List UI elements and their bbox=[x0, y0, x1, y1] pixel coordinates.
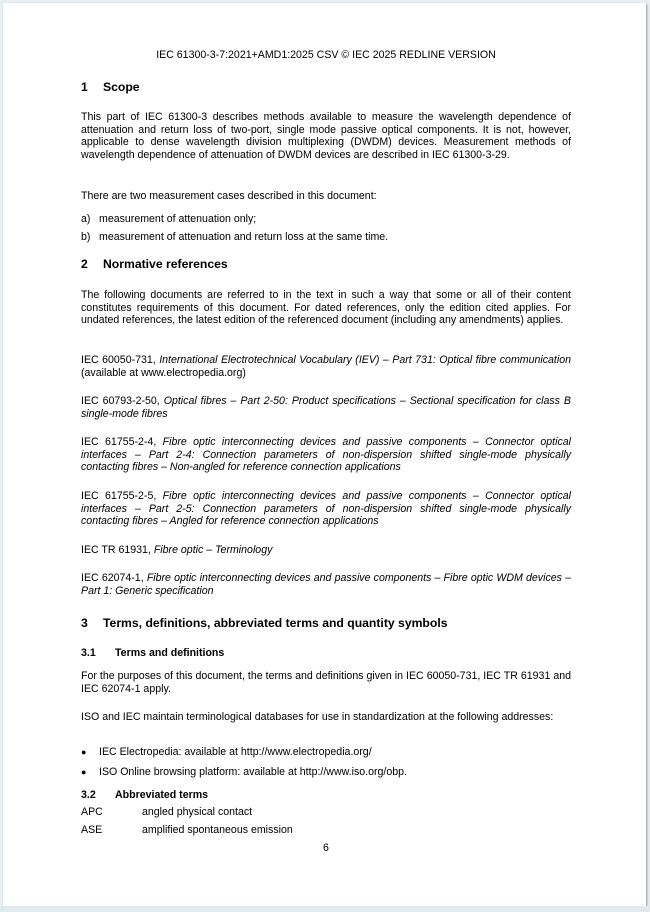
section-title: Scope bbox=[103, 80, 140, 94]
reference-title: Optical fibres – Part 2-50: Product specifications – Sectional specification for class B single-mode fibres bbox=[81, 395, 571, 420]
subsection-title: Terms and definitions bbox=[115, 647, 225, 659]
reference-title: Fibre optic interconnecting devices and passive components – Connector optical interfaces – Part 2-5: Connection parameters of non-dispersion shifted single-mode physically contacting fibres – Angled for reference connection applications bbox=[81, 490, 571, 528]
bullet-icon: ● bbox=[81, 767, 87, 777]
reference-entry bbox=[81, 544, 571, 557]
subheading-terms-and-definitions bbox=[81, 647, 571, 660]
section-title: Terms, definitions, abbreviated terms and quantity symbols bbox=[103, 616, 448, 630]
reference-tail: (available at www.electropedia.org) bbox=[81, 366, 246, 379]
bullet-text: ISO Online browsing platform: available at http://www.iso.org/obp. bbox=[99, 766, 407, 778]
bullet-text: IEC Electropedia: available at http://www.electropedia.org/ bbox=[99, 746, 372, 758]
list-marker: b) bbox=[81, 231, 91, 243]
abbreviation-code: ASE bbox=[81, 824, 103, 836]
subsection-number: 3.1 bbox=[81, 647, 96, 659]
reference-entry bbox=[81, 354, 571, 379]
subheading-abbreviated-terms bbox=[81, 789, 571, 802]
terms-paragraph-2: ISO and IEC maintain terminological databases for use in standardization at the following addresses: bbox=[81, 711, 554, 723]
list-marker: a) bbox=[81, 213, 91, 225]
scope-paragraph-2: There are two measurement cases described in this document: bbox=[81, 190, 377, 202]
abbreviation-row bbox=[81, 824, 571, 837]
bullet-item bbox=[81, 766, 571, 779]
reference-entry bbox=[81, 395, 571, 420]
viewer-bottom-bar bbox=[0, 906, 650, 912]
normative-intro: The following documents are referred to in the text in such a way that some or all of their content constitutes requirements of this document. For dated references, only the edition cited applies. For undated references, the latest edition of the referenced document (including any amendments) applies. bbox=[81, 289, 571, 327]
scope-paragraph-1: This part of IEC 61300-3 describes methods available to measure the wavelength dependence of attenuation and return loss of two-port, single mode passive optical components. It is not, however, applicable to dense wavelength division multiplexing (DWDM) devices. Measurement methods of wavelength dependence of attenuation of DWDM devices are described in IEC 61300-3-29. bbox=[81, 111, 571, 161]
reference-id: IEC 60793-2-50, bbox=[81, 395, 164, 407]
terms-paragraph-1: For the purposes of this document, the terms and definitions given in IEC 60050-731, IEC TR 61931 and IEC 62074-1 apply. bbox=[81, 670, 571, 695]
abbreviation-code: APC bbox=[81, 806, 103, 818]
page-number: 6 bbox=[323, 842, 329, 854]
list-item bbox=[81, 213, 571, 226]
heading-terms-definitions bbox=[81, 617, 571, 630]
section-title: Normative references bbox=[103, 257, 228, 271]
reference-id: IEC 61755-2-4, bbox=[81, 436, 163, 448]
subsection-number: 3.2 bbox=[81, 789, 96, 801]
abbreviation-row bbox=[81, 806, 571, 819]
abbreviation-text: angled physical contact bbox=[142, 806, 253, 818]
reference-id: IEC TR 61931, bbox=[81, 544, 154, 556]
heading-scope bbox=[81, 81, 571, 94]
reference-entry bbox=[81, 572, 571, 597]
list-item bbox=[81, 231, 571, 244]
bullet-item bbox=[81, 746, 571, 759]
reference-entry bbox=[81, 436, 571, 474]
bullet-icon: ● bbox=[81, 747, 87, 757]
section-number: 2 bbox=[81, 257, 88, 271]
section-number: 1 bbox=[81, 80, 88, 94]
document-page bbox=[3, 3, 646, 906]
abbreviation-text: amplified spontaneous emission bbox=[142, 824, 293, 836]
reference-title: Fibre optic – Terminology bbox=[153, 544, 273, 556]
list-item-text: measurement of attenuation only; bbox=[99, 213, 257, 225]
reference-entry bbox=[81, 490, 571, 528]
reference-id: IEC 60050-731, bbox=[81, 354, 160, 366]
reference-title: International Electrotechnical Vocabulary (IEV) – Part 731: Optical fibre communication bbox=[159, 354, 571, 366]
subsection-title: Abbreviated terms bbox=[115, 789, 209, 801]
list-item-text: measurement of attenuation and return loss at the same time. bbox=[99, 231, 389, 243]
heading-normative-references bbox=[81, 258, 571, 271]
reference-title: Fibre optic interconnecting devices and passive components – Fibre optic WDM devices – Part 1: Generic specification bbox=[81, 572, 571, 597]
running-header: IEC 61300-3-7:2021+AMD1:2025 CSV © IEC 2025 REDLINE VERSION bbox=[156, 49, 496, 61]
section-number: 3 bbox=[81, 616, 88, 630]
reference-id: IEC 61755-2-5, bbox=[81, 490, 163, 502]
reference-id: IEC 62074-1, bbox=[81, 572, 147, 584]
reference-title: Fibre optic interconnecting devices and passive components – Connector optical interfaces – Part 2-4: Connection parameters of non-dispersion shifted single-mode physically contacting fibres – Non-angled for reference connection applications bbox=[81, 436, 571, 474]
